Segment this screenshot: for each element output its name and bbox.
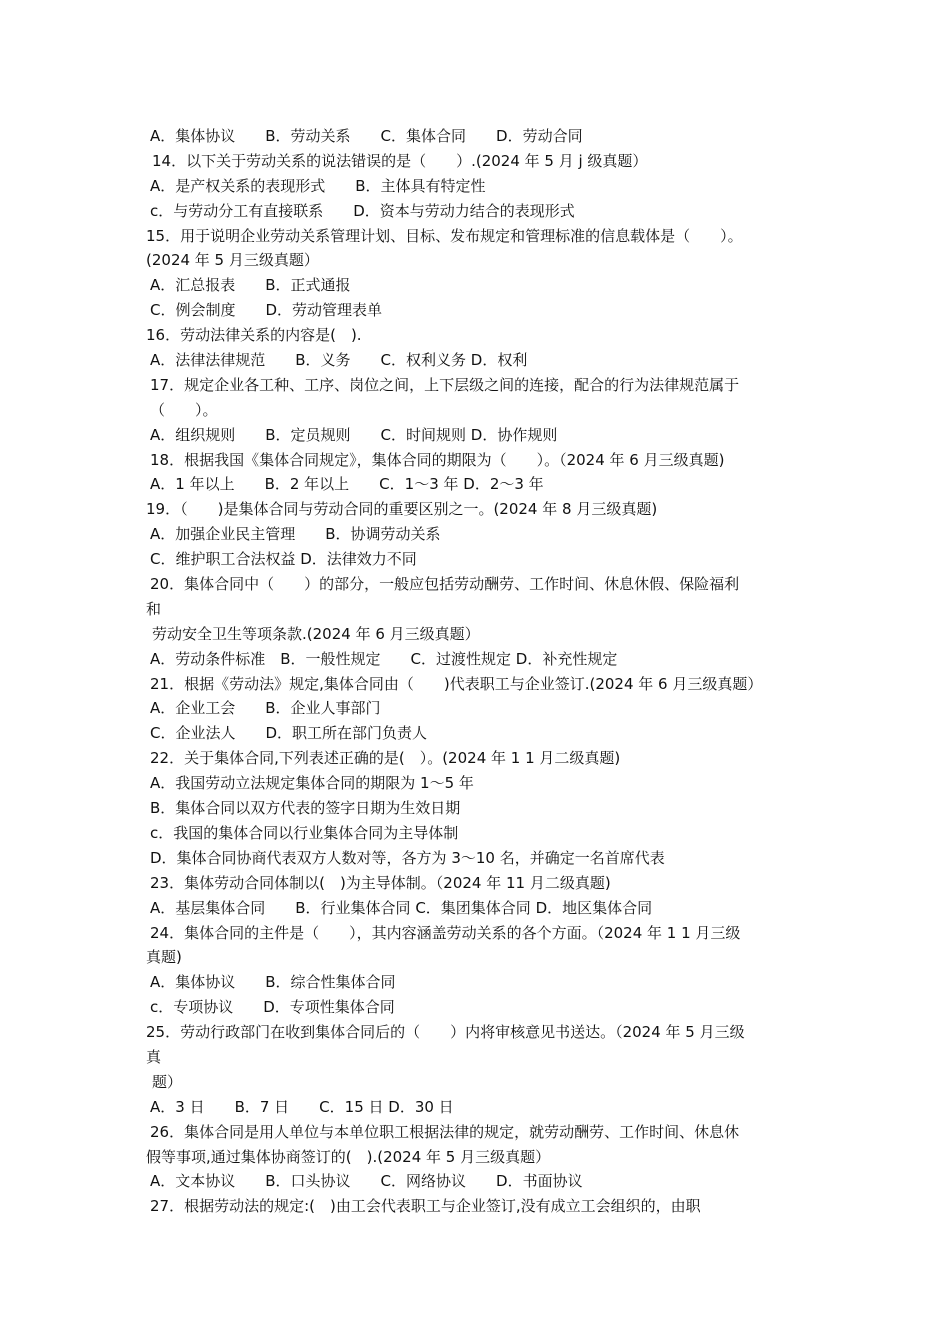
text-line: A．基层集体合同 B．行业集体合同 C．集团集体合同 D．地区集体合同 <box>150 898 653 917</box>
question-20: 20．集体合同中（ ）的部分，一般应包括劳动酬劳、工作时间、休息休假、保险福利 <box>150 575 740 594</box>
text-line: C．维护职工合法权益 D．法律效力不同 <box>150 550 417 569</box>
text-line: A．企业工会 B．企业人事部门 <box>150 699 381 718</box>
text-line: D．集体合同协商代表双方人数对等，各方为 3～10 名，并确定一名首席代表 <box>150 848 665 867</box>
question-15: 15．用于说明企业劳动关系管理计划、目标、发布规定和管理标准的信息载体是（ ）。 <box>146 226 743 245</box>
text-line: A．集体协议 B．综合性集体合同 <box>150 973 396 992</box>
question-16: 16．劳动法律关系的内容是( ). <box>146 326 362 345</box>
text-line: B．集体合同以双方代表的签字日期为生效日期 <box>150 799 461 818</box>
text-line: A．集体协议 B．劳动关系 C．集体合同 D．劳动合同 <box>150 127 583 145</box>
text-line: （ ）。 <box>150 400 218 419</box>
text-line: A．3 日 B．7 日 C．15 日 D．30 日 <box>150 1097 454 1116</box>
question-17: 17．规定企业各工种、工序、岗位之间，上下层级之间的连接，配合的行为法律规范属于 <box>150 375 740 394</box>
question-14: 14．以下关于劳动关系的说法错误的是（ ）.(2024 年 5 月 j 级真题） <box>152 151 648 170</box>
text-line: A．我国劳动立法规定集体合同的期限为 1～5 年 <box>150 774 474 793</box>
text-line: 假等事项,通过集体协商签订的( ).(2024 年 5 月三级真题） <box>146 1147 551 1166</box>
question-27: 27．根据劳动法的规定:( )由工会代表职工与企业签订,没有成立工会组织的，由职 <box>150 1197 701 1216</box>
text-line: A．是产权关系的表现形式 B．主体具有特定性 <box>150 176 486 195</box>
question-22: 22．关于集体合同,下列表述正确的是( ）。(2024 年 1 1 月二级真题) <box>150 749 621 768</box>
text-line: 真 <box>146 1047 162 1066</box>
text-line: 劳动安全卫生等项条款.(2024 年 6 月三级真题） <box>152 624 480 643</box>
text-line: A．1 年以上 B．2 年以上 C．1～3 年 D．2～3 年 <box>150 475 544 494</box>
text-line: 题） <box>152 1072 183 1091</box>
question-24: 24．集体合同的主件是（ ），其内容涵盖劳动关系的各个方面。（2024 年 1 1 月三级 <box>150 923 741 942</box>
question-19: 19．（ )是集体合同与劳动合同的重要区别之一。(2024 年 8 月三级真题) <box>146 500 658 519</box>
text-line: 真题) <box>146 948 182 967</box>
question-26: 26．集体合同是用人单位与本单位职工根据法律的规定，就劳动酬劳、工作时间、休息休 <box>150 1122 740 1141</box>
text-line: A．文本协议 B．口头协议 C．网络协议 D．书面协议 <box>150 1172 583 1191</box>
text-line: c．我国的集体合同以行业集体合同为主导体制 <box>150 823 459 842</box>
text-line: c．专项协议 D．专项性集体合同 <box>150 998 395 1017</box>
text-line: C．企业法人 D．职工所在部门负责人 <box>150 724 428 743</box>
text-line: c．与劳动分工有直接联系 D．资本与劳动力结合的表现形式 <box>150 201 575 220</box>
text-line: A．加强企业民主管理 B．协调劳动关系 <box>150 525 441 544</box>
question-21: 21．根据《劳动法》规定,集体合同由（ )代表职工与企业签订.(2024 年 6 月三级真题） <box>150 674 763 693</box>
question-18: 18．根据我国《集体合同规定》，集体合同的期限为（ ）。（2024 年 6 月三级真题) <box>150 450 725 469</box>
text-line: 和 <box>146 599 162 618</box>
text-line: C．例会制度 D．劳动管理表单 <box>150 301 383 320</box>
question-23: 23．集体劳动合同体制以( )为主导体制。（2024 年 11 月二级真题) <box>150 873 611 892</box>
document-content <box>146 124 816 1219</box>
text-line: A．组织规则 B．定员规则 C．时间规则 D．协作规则 <box>150 425 558 444</box>
text-line: A．劳动条件标准 B．一般性规定 C．过渡性规定 D．补充性规定 <box>150 649 618 668</box>
question-25: 25．劳动行政部门在收到集体合同后的（ ）内将审核意见书送达。（2024 年 5 月三级 <box>146 1023 745 1042</box>
text-line: (2024 年 5 月三级真题） <box>146 251 319 270</box>
text-line: A．汇总报表 B．正式通报 <box>150 276 351 295</box>
text-line: A．法律法律规范 B．义务 C．权利义务 D．权利 <box>150 351 528 370</box>
